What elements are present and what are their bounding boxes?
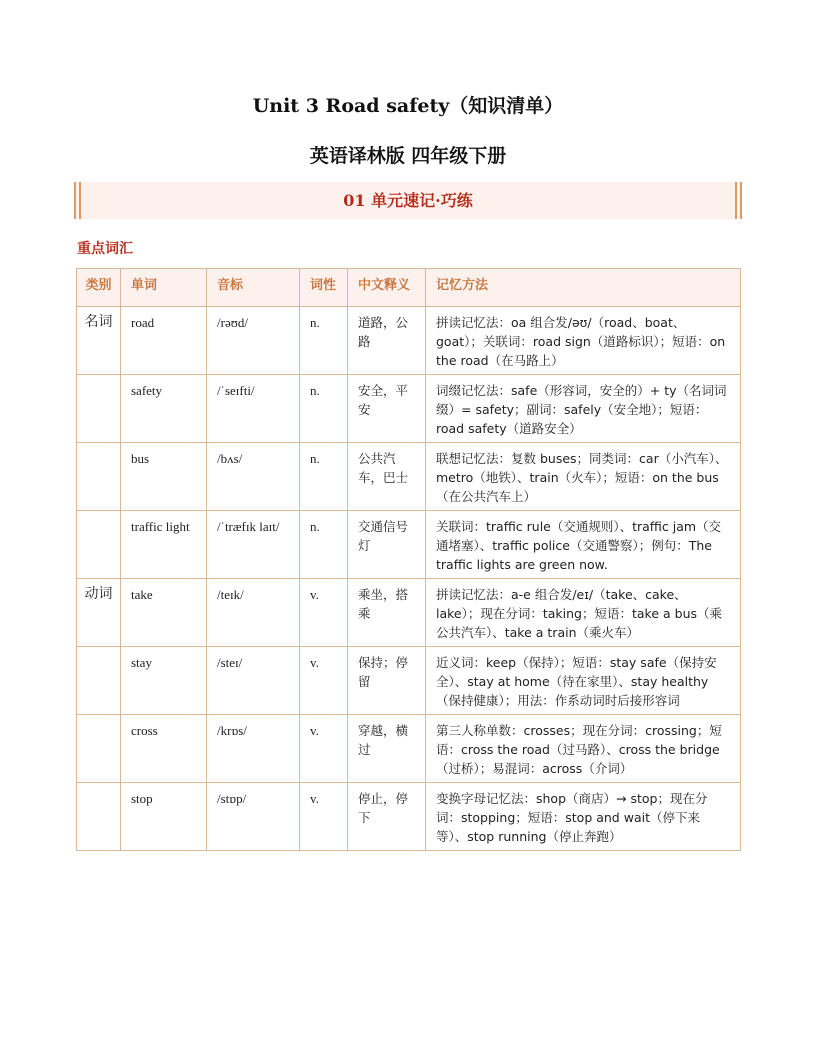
table-row <box>77 783 741 851</box>
word-cell: cross <box>121 715 207 783</box>
table-row <box>77 443 741 511</box>
word-cell: bus <box>121 443 207 511</box>
category-cell <box>77 511 121 579</box>
column-header-memory: 记忆方法 <box>426 269 741 307</box>
memory-cell: 近义词：keep（保持）；短语：stay safe（保持安全）、stay at home（待在家里）、stay healthy（保持健康）；用法：作系动词时后接形容词 <box>426 647 741 715</box>
meaning-cell: 乘坐，搭乘 <box>348 579 426 647</box>
meaning-cell: 停止，停下 <box>348 783 426 851</box>
banner-bar-right-inner <box>735 182 737 219</box>
section-banner <box>74 182 742 219</box>
ipa-cell: /bʌs/ <box>207 443 300 511</box>
pos-cell: n. <box>300 443 348 511</box>
category-cell <box>77 783 121 851</box>
meaning-cell: 保持；停留 <box>348 647 426 715</box>
memory-cell: 第三人称单数：crosses；现在分词：crossing；短语：cross the road（过马路）、cross the bridge（过桥）；易混词：across（介词） <box>426 715 741 783</box>
meaning-cell: 道路，公路 <box>348 307 426 375</box>
column-header-pos: 词性 <box>300 269 348 307</box>
memory-cell: 拼读记忆法：a-e 组合发/eɪ/（take、cake、lake）；现在分词：taking；短语：take a bus（乘公共汽车）、take a train（乘火车） <box>426 579 741 647</box>
word-cell: stop <box>121 783 207 851</box>
ipa-cell: /steɪ/ <box>207 647 300 715</box>
pos-cell: n. <box>300 511 348 579</box>
pos-cell: v. <box>300 579 348 647</box>
table-row <box>77 715 741 783</box>
document-title: Unit 3 Road safety（知识清单） <box>252 95 564 117</box>
word-cell: stay <box>121 647 207 715</box>
table-row <box>77 307 741 375</box>
table-row <box>77 375 741 443</box>
pos-cell: n. <box>300 307 348 375</box>
ipa-cell: /teɪk/ <box>207 579 300 647</box>
vocabulary-table <box>76 268 741 851</box>
section-title: 01 单元速记·巧练 <box>343 191 473 210</box>
category-cell <box>77 647 121 715</box>
column-header-word: 单词 <box>121 269 207 307</box>
word-cell: traffic light <box>121 511 207 579</box>
column-header-ipa: 音标 <box>207 269 300 307</box>
category-cell: 动词 <box>77 579 121 647</box>
column-header-meaning: 中文释义 <box>348 269 426 307</box>
memory-cell: 拼读记忆法：oa 组合发/əʊ/（road、boat、goat）；关联词：road sign（道路标识）；短语：on the road（在马路上） <box>426 307 741 375</box>
category-cell: 名词 <box>77 307 121 375</box>
meaning-cell: 公共汽车，巴士 <box>348 443 426 511</box>
category-cell <box>77 375 121 443</box>
document-subtitle: 英语译林版 四年级下册 <box>309 145 507 167</box>
pos-cell: v. <box>300 783 348 851</box>
meaning-cell: 安全，平安 <box>348 375 426 443</box>
meaning-cell: 交通信号灯 <box>348 511 426 579</box>
table-row <box>77 511 741 579</box>
memory-cell: 关联词：traffic rule（交通规则）、traffic jam（交通堵塞）、traffic police（交通警察）；例句：The traffic lights are green now. <box>426 511 741 579</box>
memory-cell: 词缀记忆法：safe（形容词，安全的）+ ty（名词词缀）= safety；副词：safely（安全地）；短语：road safety（道路安全） <box>426 375 741 443</box>
table-row <box>77 579 741 647</box>
banner-bar-right-outer <box>740 182 742 219</box>
word-cell: road <box>121 307 207 375</box>
ipa-cell: /ˈtræfɪk laɪt/ <box>207 511 300 579</box>
category-cell <box>77 715 121 783</box>
word-cell: safety <box>121 375 207 443</box>
memory-cell: 变换字母记忆法：shop（商店）→ stop；现在分词：stopping；短语：stop and wait（停下来等）、stop running（停止奔跑） <box>426 783 741 851</box>
memory-cell: 联想记忆法：复数 buses；同类词：car（小汽车）、metro（地铁）、train（火车）；短语：on the bus（在公共汽车上） <box>426 443 741 511</box>
ipa-cell: /rəʊd/ <box>207 307 300 375</box>
column-header-category: 类别 <box>77 269 121 307</box>
meaning-cell: 穿越，横过 <box>348 715 426 783</box>
pos-cell: v. <box>300 647 348 715</box>
ipa-cell: /stɒp/ <box>207 783 300 851</box>
vocabulary-heading: 重点词汇 <box>77 241 133 257</box>
ipa-cell: /ˈseɪfti/ <box>207 375 300 443</box>
ipa-cell: /krɒs/ <box>207 715 300 783</box>
pos-cell: n. <box>300 375 348 443</box>
table-header-row <box>77 269 741 307</box>
pos-cell: v. <box>300 715 348 783</box>
word-cell: take <box>121 579 207 647</box>
category-cell <box>77 443 121 511</box>
table-row <box>77 647 741 715</box>
